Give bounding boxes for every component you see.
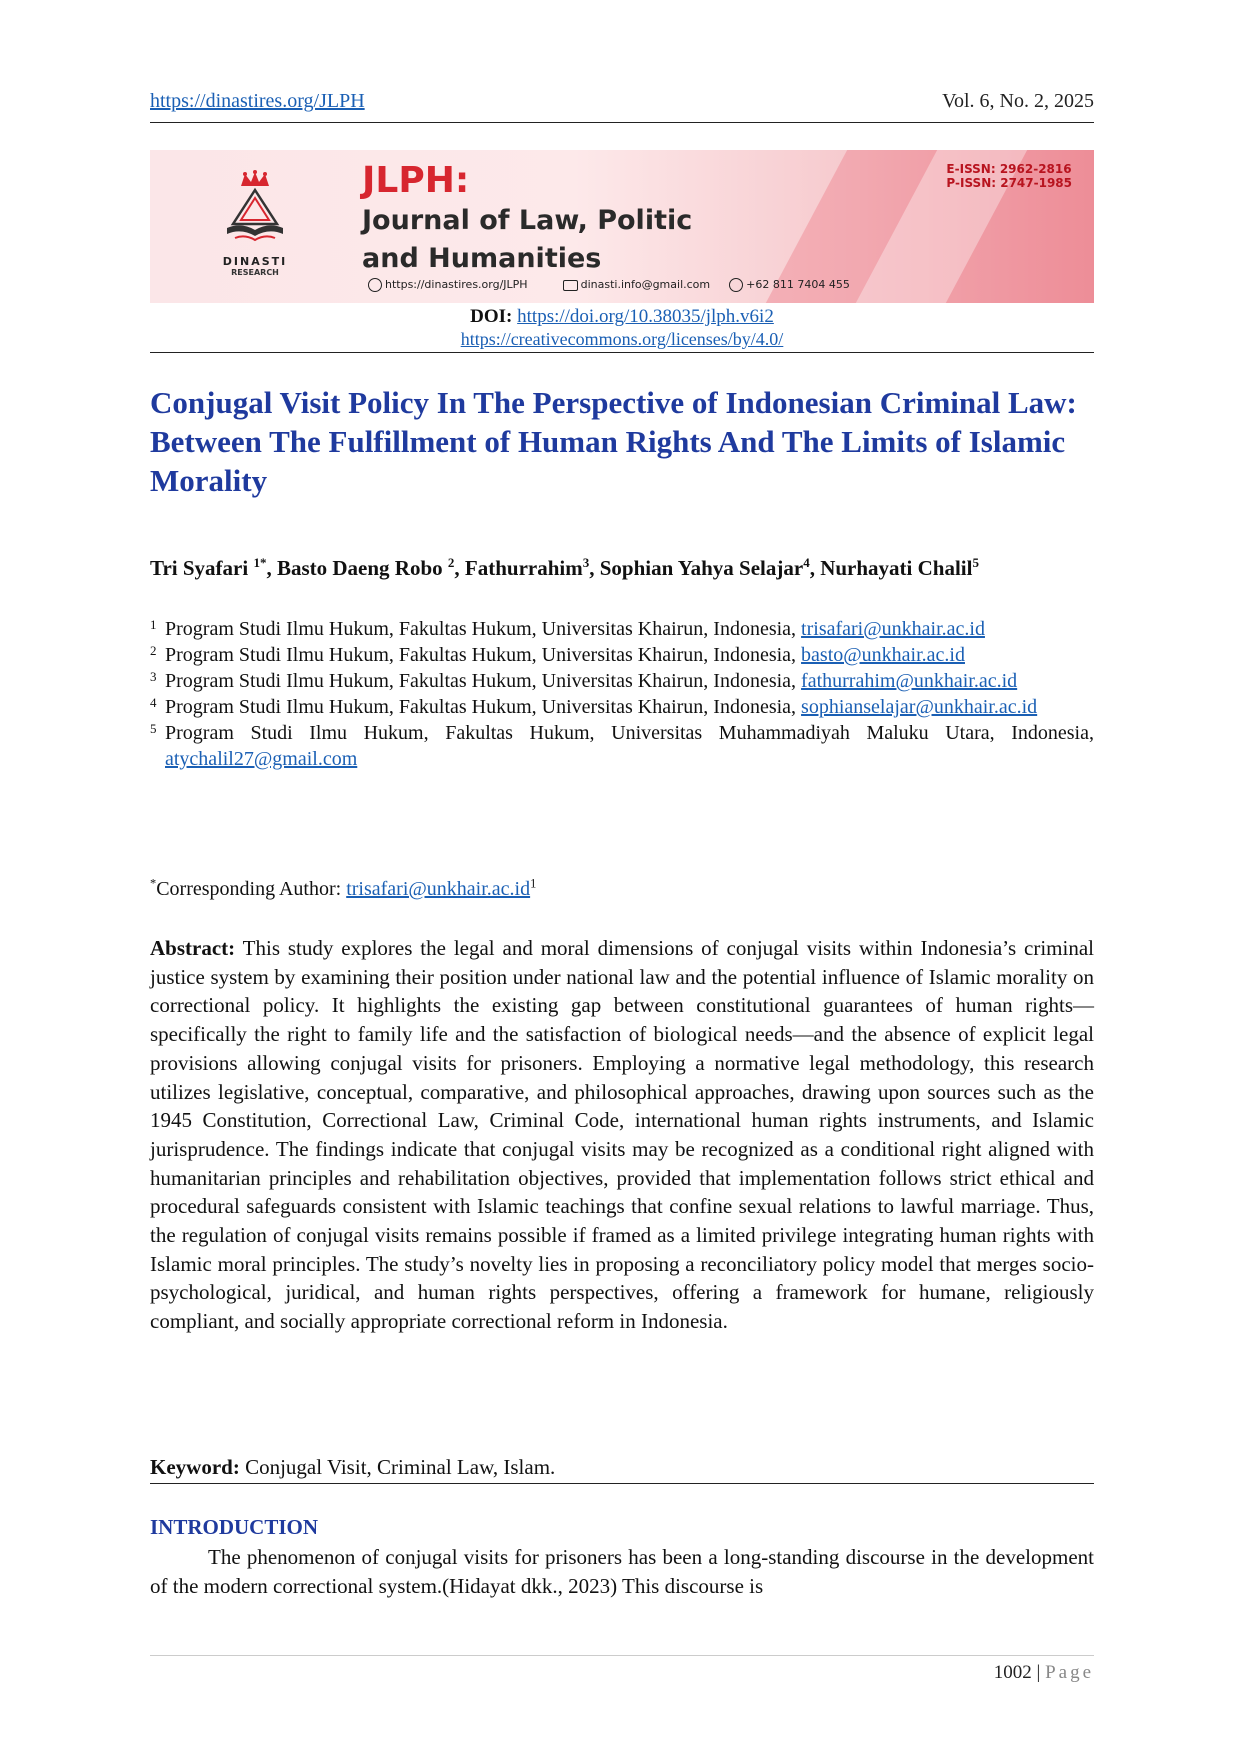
author-email-link[interactable]: fathurrahim@unkhair.ac.id (801, 670, 1018, 692)
journal-abbr: JLPH: (362, 160, 470, 201)
abstract (150, 934, 1094, 1336)
publisher-logo (200, 168, 310, 288)
author-email-link[interactable]: sophianselajar@unkhair.ac.id (801, 696, 1038, 718)
divider (150, 352, 1094, 353)
journal-name-line2: and Humanities (362, 243, 602, 274)
doi-block (150, 306, 1094, 351)
contact-phone: +62 811 7404 455 (746, 278, 850, 291)
author-name: Basto Daeng Robo (276, 556, 443, 580)
affiliation-item: 1 Program Studi Ilmu Hukum, Fakultas Hukum, Universitas Khairun, Indonesia, trisafari@unkhair.ac.id (150, 617, 985, 640)
journal-name-line1: Journal of Law, Politic (362, 205, 693, 236)
footer-divider (150, 1655, 1094, 1656)
body-paragraph: The phenomenon of conjugal visits for prisoners has been a long-standing discourse in the development of the modern correctional system.(Hidayat dkk., 2023) This discourse is (150, 1545, 1094, 1598)
author-list: Tri Syafari $^{1*}$, Basto Daeng Robo $^2$, Fathurrahim$^3$, Sophian Yahya Selajar$^4$, Nurhayati Chalil$^5$ (150, 555, 979, 580)
license-link[interactable]: https://creativecommons.org/licenses/by/4.0/ (460, 329, 784, 349)
phone-icon (729, 278, 743, 292)
contact-web: https://dinastires.org/JLPH (385, 278, 528, 291)
running-header (150, 88, 1094, 123)
affiliation-item: 5 Program Studi Ilmu Hukum, Fakultas Hukum, Universitas Muhammadiyah Maluku Utara, Indonesia, atychalil27@gmail.com (150, 721, 1094, 770)
volume-info: Vol. 6, No. 2, 2025 (942, 90, 1094, 112)
affiliation-item: 2 Program Studi Ilmu Hukum, Fakultas Hukum, Universitas Khairun, Indonesia, basto@unkhair.ac.id (150, 643, 965, 666)
corresponding-author: *Corresponding Author: $trisafari@unkhair.ac.id^1$ (150, 876, 537, 900)
affiliation-item: 3 Program Studi Ilmu Hukum, Fakultas Hukum, Universitas Khairun, Indonesia, fathurrahim@unkhair.ac.id (150, 669, 1018, 692)
keyword-label: Keyword: (150, 1455, 240, 1479)
page-label: Page (1045, 1662, 1094, 1683)
globe-icon (368, 278, 382, 292)
contact-email: dinasti.info@gmail.com (580, 278, 711, 291)
journal-url-link[interactable]: https://dinastires.org/JLPH (150, 90, 365, 112)
article-title: Conjugal Visit Policy In The Perspective of Indonesian Criminal Law: Between The Fulfillment of Human Rights And The Limits of Islamic Morality (150, 385, 1077, 498)
author-email-link[interactable]: trisafari@unkhair.ac.id (801, 618, 985, 640)
issn-block (946, 162, 1072, 190)
pissn: P-ISSN: 2747-1985 (946, 176, 1072, 190)
corresponding-email-link[interactable]: trisafari@unkhair.ac.id (346, 878, 531, 900)
affiliation-list (150, 616, 1094, 772)
section-heading: INTRODUCTION (150, 1515, 319, 1539)
abstract-text: This study explores the legal and moral dimensions of conjugal visits within Indonesia’s criminal justice system by examining their position under national law and the potential influence of Islamic morality on correctional policy. It highlights the existing gap between constitutional guarantees of human rights—specifically the right to family life and the satisfaction of biological needs—and the absence of explicit legal provisions allowing conjugal visits for prisoners. Employing a normative legal methodology, this research utilizes legislative, conceptual, comparative, and philosophical approaches, drawing upon sources such as the 1945 Constitution, Correctional Law, Criminal Code, international human rights instruments, and Islamic jurisprudence. The findings indicate that conjugal visits may be recognized as a conditional right aligned with humanitarian principles and rehabilitation objectives, provided that implementation follows strict ethical and procedural safeguards consistent with Islamic teachings that confine sexual relations to lawful marriage. Thus, the regulation of conjugal visits remains possible if framed as a limited privilege integrating human rights with Islamic moral principles. The study’s novelty lies in proposing a reconciliatory policy model that merges socio-psychological, juridical, and human rights perspectives, offering a framework for humane, religiously compliant, and socially appropriate correctional reform in Indonesia. (150, 936, 1094, 1334)
contact-bar (368, 278, 850, 292)
crown-book-icon (215, 168, 295, 248)
page-number: 1002 (993, 1662, 1032, 1683)
keyword-text: Conjugal Visit, Criminal Law, Islam. (245, 1455, 556, 1479)
journal-banner (150, 150, 1094, 303)
publisher-name: DINASTI (222, 255, 288, 268)
journal-title (362, 160, 692, 278)
author-email-link[interactable]: basto@unkhair.ac.id (801, 644, 965, 666)
page-footer: 1002 | Page (993, 1662, 1094, 1683)
author-name: Sophian Yahya Selajar (599, 556, 804, 580)
keywords (150, 1453, 1094, 1484)
affiliation-item: 4 Program Studi Ilmu Hukum, Fakultas Hukum, Universitas Khairun, Indonesia, sophianselajar@unkhair.ac.id (150, 695, 1038, 718)
author-name: Tri Syafari (150, 556, 249, 580)
mail-icon (563, 280, 578, 291)
author-name: Nurhayati Chalil (820, 556, 973, 580)
author-name: Fathurrahim (464, 556, 583, 580)
doi-link[interactable]: https://doi.org/10.38035/jlph.v6i2 (517, 306, 774, 327)
abstract-label: Abstract: (150, 936, 236, 960)
publisher-sub: RESEARCH (231, 268, 279, 277)
doi-label: DOI: (470, 306, 513, 327)
author-email-link[interactable]: atychalil27@gmail.com (165, 748, 358, 770)
eissn: E-ISSN: 2962-2816 (946, 162, 1072, 176)
